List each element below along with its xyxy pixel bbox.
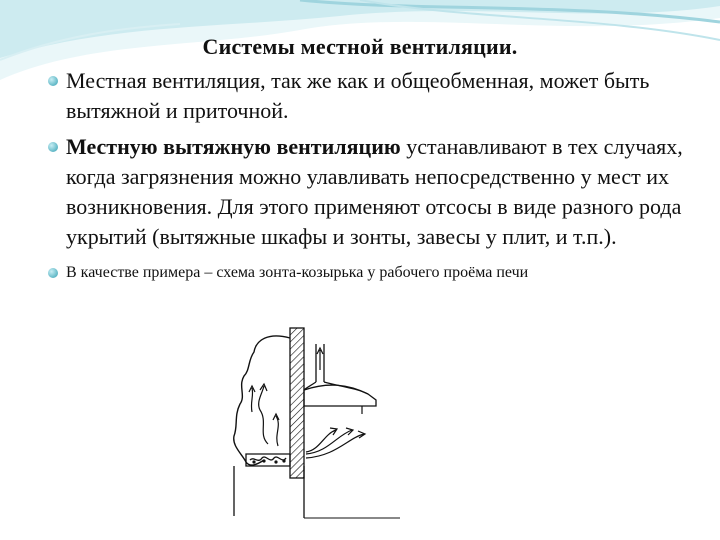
flow-arrow xyxy=(306,430,336,452)
furnace-wall xyxy=(290,328,304,478)
flow-arrow xyxy=(251,388,252,412)
bullet-dot-icon xyxy=(48,76,58,86)
bullet-bold-text: Местную вытяжную вентиляцию xyxy=(66,134,401,159)
flow-arrow xyxy=(259,386,268,444)
flow-arrow xyxy=(306,434,364,458)
slide-title: Системы местной вентиляции. xyxy=(202,34,518,59)
bullet-item xyxy=(48,132,688,252)
exhaust-hood xyxy=(304,385,376,406)
furnace-flame-outline xyxy=(234,336,290,465)
flow-arrow xyxy=(276,416,278,446)
bullet-item xyxy=(48,66,688,126)
bullet-text: Местная вентиляция, так же как и общеобменная, может быть вытяжной и приточной. xyxy=(66,68,650,123)
bullet-dot-icon xyxy=(48,142,58,152)
bullet-text: устанавливают в тех случаях, когда загрязнения можно улавливать непосредственно у мест их возникновения. Для этого применяют отсосы в виде разного рода укрытий (вытяжные шкафы и зонты, завесы у плит, и т.п.). xyxy=(66,134,683,249)
bullet-dot-icon xyxy=(48,268,58,278)
exhaust-hood-diagram xyxy=(228,326,418,526)
bullet-list xyxy=(48,66,688,284)
bullet-text: В качестве примера – схема зонта-козырька у рабочего проёма печи xyxy=(66,264,529,281)
bullet-item xyxy=(48,262,688,284)
